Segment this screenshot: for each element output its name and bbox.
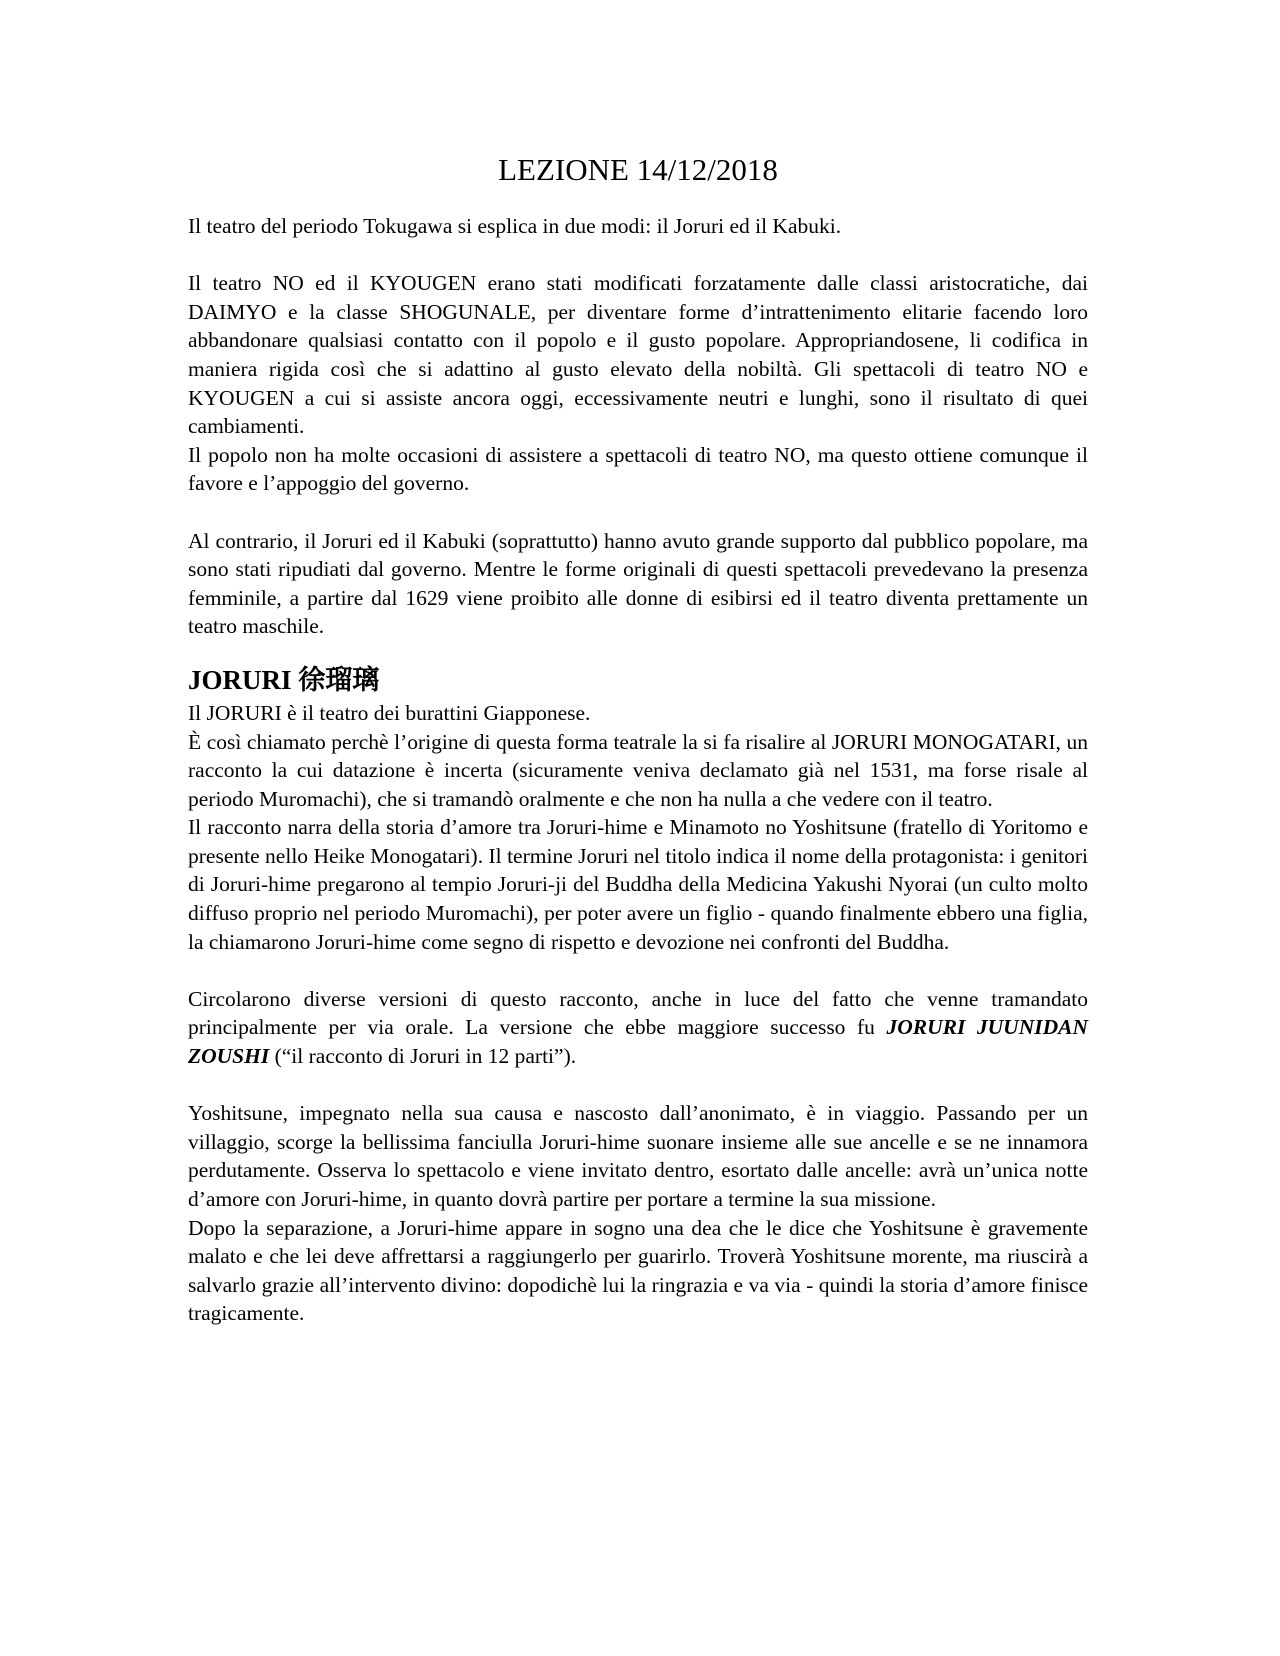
intro-paragraph: Il teatro del periodo Tokugawa si esplica in due modi: il Joruri ed il Kabuki.: [188, 214, 842, 238]
paragraph-spacer: [188, 1071, 1088, 1100]
document-body: [188, 150, 1088, 1328]
joruri-section-heading: JORURI 徐瑠璃: [188, 664, 380, 695]
contrario-paragraph: Al contrario, il Joruri ed il Kabuki (soprattutto) hanno avuto grande supporto dal pubblico popolare, ma sono stati ripudiati dal governo. Mentre le forme originali di questi spettacoli prevedevano la presenza femminile, a partire dal 1629 viene proibito alle donne di esibirsi ed il teatro diventa prettamente un teatro maschile.: [188, 528, 1088, 639]
racconto-paragraph: Il racconto narra della storia d’amore tra Joruri-hime e Minamoto no Yoshitsune (fratello di Yoritomo e presente nello Heike Monogatari). Il termine Joruri nel titolo indica il nome della protagonista: i genitori di Joruri-hime pregarono al tempio Joruri-ji del Buddha della Medicina Yakushi Nyorai (un culto molto diffuso proprio nel periodo Muromachi), per poter avere un figlio - quando finalmente ebbero una figlia, la chiamarono Joruri-hime come segno di rispetto e devozione nei confronti del Buddha.: [188, 815, 1088, 954]
paragraph-spacer: [188, 241, 1088, 270]
yoshitsune-paragraph: Yoshitsune, impegnato nella sua causa e nascosto dall’anonimato, è in viaggio. Passando per un villaggio, scorge la bellissima fanciulla Joruri-hime suonare insieme alle sue ancelle e se ne innamora perdutamente. Osserva lo spettacolo e viene invitato dentro, esortato dalle ancelle: avrà un’unica notte d’amore con Joruri-hime, in quanto dovrà partire per portare a termine la sua missione.: [188, 1101, 1088, 1211]
paragraph-spacer: [188, 498, 1088, 527]
separazione-paragraph: Dopo la separazione, a Joruri-hime appare in sogno una dea che le dice che Yoshitsune è gravemente malato e che lei deve affrettarsi a raggiungerlo per guarirlo. Troverà Yoshitsune morente, ma riuscirà a salvarlo grazie all’intervento divino: dopodichè lui la ringrazia e va via - quindi la storia d’amore finisce tragicamente.: [188, 1215, 1088, 1326]
paragraph-spacer: [188, 956, 1088, 985]
popolo-paragraph: Il popolo non ha molte occasioni di assistere a spettacoli di teatro NO, ma questo ottiene comunque il favore e l’appoggio del governo.: [188, 442, 1088, 496]
origine-paragraph: È così chiamato perchè l’origine di questa forma teatrale la si fa risalire al JORURI MONOGATARI, un racconto la cui datazione è incerta (sicuramente veniva declamato già nel 1531, ma forse risale al periodo Muromachi), che si tramandò oralmente e che non ha nulla a che vedere con il teatro.: [188, 729, 1088, 811]
versioni-paragraph: [188, 985, 1088, 1071]
page-title: LEZIONE 14/12/2018: [498, 152, 778, 187]
no-kyougen-paragraph: Il teatro NO ed il KYOUGEN erano stati modificati forzatamente dalle classi aristocratiche, dai DAIMYO e la classe SHOGUNALE, per diventare forme d’intrattenimento elitarie facendo loro abbandonare qualsiasi contatto con il popolo e il gusto popolare. Appropriandosene, li codifica in maniera rigida così che si adattino al gusto elevato della nobiltà. Gli spettacoli di teatro NO e KYOUGEN a cui si assiste ancora oggi, eccessivamente neutri e lunghi, sono il risultato di quei cambiamenti.: [188, 271, 1088, 439]
work-title-emphasis: JORURI JUUNIDAN ZOUSHI: [188, 1015, 1088, 1069]
versioni-text-end: (“il racconto di Joruri in 12 parti”).: [269, 1044, 577, 1069]
burattini-paragraph: Il JORURI è il teatro dei burattini Giapponese.: [188, 700, 591, 725]
versioni-text-start: Circolarono diverse versioni di questo racconto, anche in luce del fatto che venne tramandato principalmente per via orale. La versione che ebbe maggiore successo fu: [188, 986, 1088, 1040]
